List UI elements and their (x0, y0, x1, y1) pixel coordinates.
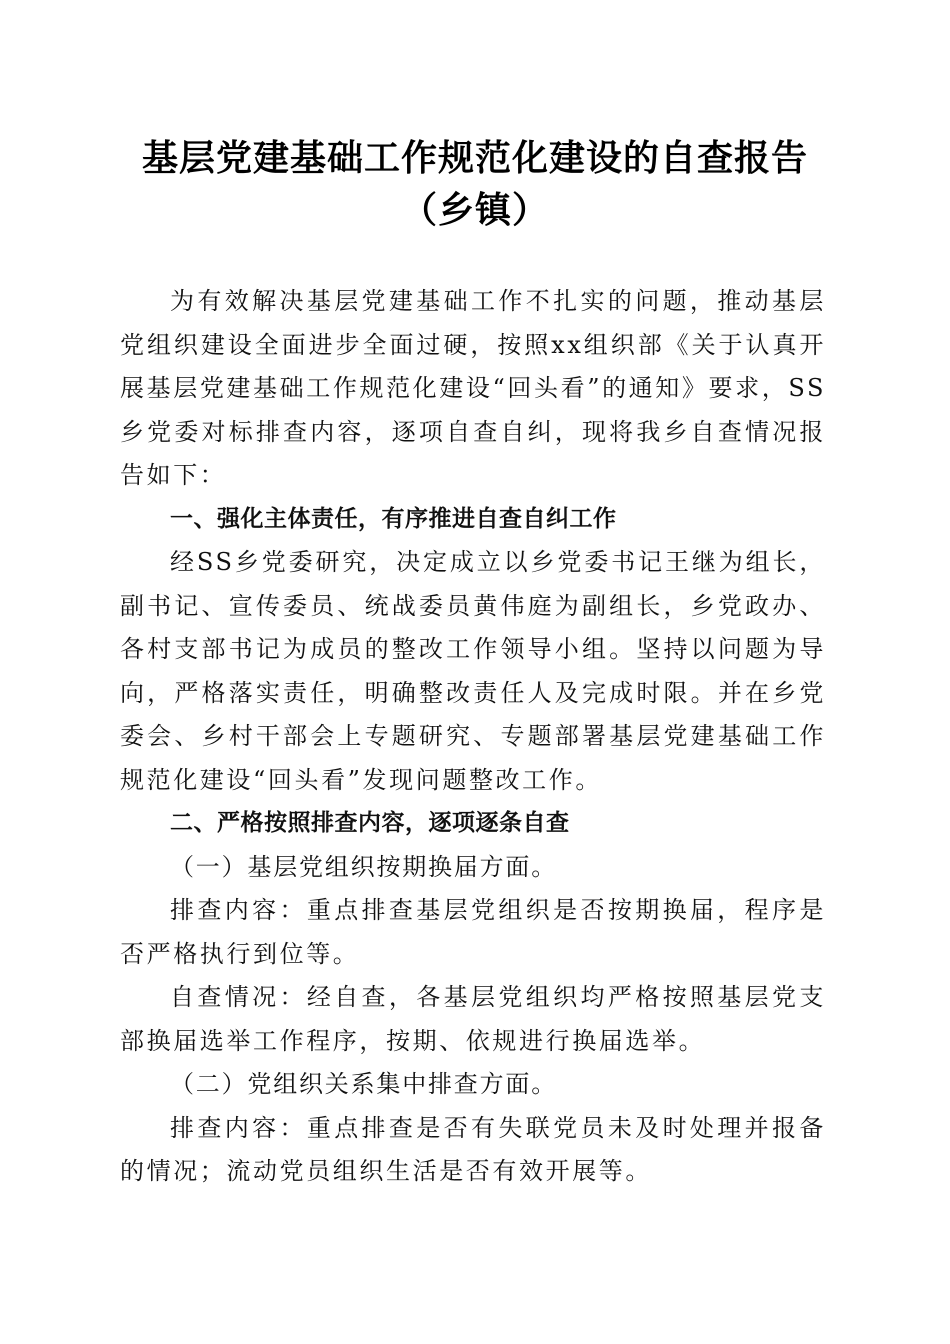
intro-paragraph: 为有效解决基层党建基础工作不扎实的问题，推动基层党组织建设全面进步全面过硬，按照xx组织部《关于认真开展基层党建基础工作规范化建设“回头看”的通知》要求，SS乡党委对标排查内容，逐项自查自纠，现将我乡自查情况报告如下： (120, 287, 826, 489)
section-heading-2: 二、严格按照排查内容，逐项逐条自查 (170, 810, 570, 836)
section-1-paragraph: 经SS乡党委研究，决定成立以乡党委书记王继为组长，副书记、宣传委员、统战委员黄伟庭为副组长，乡党政办、各村支部书记为成员的整改工作领导小组。坚持以问题为导向，严格落实责任，明确整改责任人及完成时限。并在乡党委会、乡村干部会上专题研究、专题部署基层党建基础工作规范化建设“回头看”发现问题整改工作。 (120, 548, 826, 794)
check-content-1: 排查内容：重点排查基层党组织是否按期换届，程序是否严格执行到位等。 (120, 896, 826, 968)
document-body (120, 280, 826, 1194)
section-heading-1: 一、强化主体责任，有序推进自查自纠工作 (170, 505, 617, 532)
self-check-result-1: 自查情况：经自查，各基层党组织均严格按照基层党支部换届选举工作程序，按期、依规进行换届选举。 (120, 983, 826, 1055)
subsection-heading-1: （一）基层党组织按期换届方面。 (170, 852, 557, 881)
check-content-2: 排查内容：重点排查是否有失联党员未及时处理并报备的情况；流动党员组织生活是否有效开展等。 (120, 1113, 826, 1185)
subsection-heading-2: （二）党组织关系集中排查方面。 (170, 1070, 557, 1098)
document-title: 基层党建基础工作规范化建设的自查报告（乡镇） (141, 137, 808, 231)
